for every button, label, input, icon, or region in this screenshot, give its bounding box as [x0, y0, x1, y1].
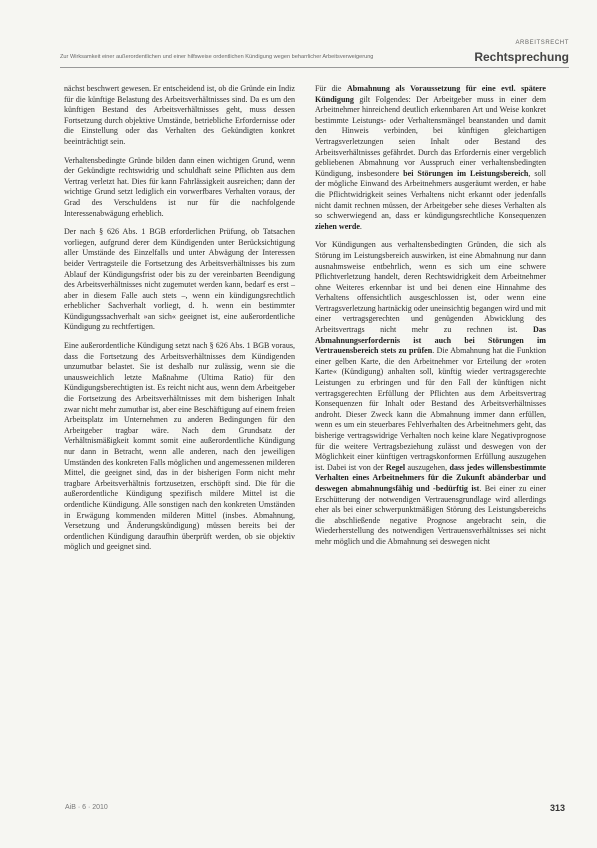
page-header [60, 50, 569, 64]
page-number: 313 [549, 803, 565, 813]
text-run: gilt Folgendes: Der Arbeitgeber muss in einer dem Arbeitnehmer hinreichend deutlich erkennbaren Art und Weise konkret bestimmte Leistungs- oder Verhaltensmängel beanstanden und damit den Hinweis verbinden, bei künftigen gleichartigen Vertragsverletzungen seien Inhalt oder Bestand des Arbeitsverhältnisses gefährdet. Durch das Erfordernis einer vergeblich gebliebenen Abmahnung vor Ausspruch einer verhaltensbedingten Kündigung, insbesondere [315, 94, 546, 178]
section-title: Rechtsprechung [474, 50, 569, 64]
bold-phrase: Regel [385, 462, 406, 472]
text-run: . Die Abmahnung hat die Funktion einer gelben Karte, die den Arbeitnehmer vor Erteilung der »roten Karte« (Kündigung) anhalten soll, künftig wieder vertragsgerechte Leistungen zu erbringen und für den Fall der künftigen nicht vertragsgerechten Erfüllung der Pflichten aus dem Arbeitsvertrag Konsequenzen für Inhalt oder Bestand des Arbeitsverhältnisses androht. Dieser Zweck kann die Abmahnung immer dann erfüllen, wenn es um ein steuerbares Fehlverhalten des Arbeitnehmers geht, das bisherige vertragswidrige Verhalten noch keine klare Negativprognose für die weitere Vertragsbeziehung zulässt und deswegen von der Möglichkeit einer künftigen vertragskonformen Erfüllung auszugehen ist. Dabei ist von der [315, 346, 546, 472]
paragraph [315, 240, 546, 547]
paragraph [64, 84, 295, 148]
bold-phrase: bei Störungen im Leistungsbereich [403, 168, 529, 178]
text-run: , soll der mögliche Einwand des Arbeitnehmers ausgeräumt werden, er habe die Pflichtwidrigkeit seines Verhaltens nicht erkannt oder jedenfalls nicht damit rechnen müssen, der Arbeitgeber sehe dieses Verhalten als so schwerwiegend an, dass er kündigungsrechtliche Konsequenzen [315, 168, 546, 221]
bold-phrase: Abmahnung als Voraussetzung für eine evtl. spätere Kündigung [315, 84, 546, 104]
journal-issue: AiB · 6 · 2010 [65, 804, 108, 811]
bold-phrase: dass jedes willensbestimmte Verhalten eines Arbeitnehmers für die Zukunft abänderbar und deswegen abmahnungsfähig und -bedürftig ist [315, 462, 546, 493]
text-run: Der nach § 626 Abs. 1 BGB erforderlichen Prüfung, ob Tatsachen vorliegen, aufgrund derer dem Kündigenden unter Berücksichtigung aller Umstände des Einzelfalls und unter Abwägung der Interessen beider Vertragsteile die Fortsetzung des Arbeitsverhältnisses bis zum Ablauf der Kündigungsfrist oder bis zu der vereinbarten Beendigung des Arbeitsverhältnisses nicht zugemutet werden kann, bedarf es erst – aber in diesem Falle auch stets –, wenn ein kündigungsrechtlich erheblicher Sachverhalt vorliegt, d. h. wenn ein bestimmter Kündigungssachverhalt »an sich« geeignet ist, eine außerordentliche Kündigung zu rechtfertigen. [64, 227, 295, 332]
text-run: auszugehen, [405, 462, 450, 472]
paragraph [64, 227, 295, 333]
bold-phrase: ziehen werde [315, 221, 360, 231]
paragraph [64, 341, 295, 553]
text-run: . Bei einer zu einer Erschütterung der notwendigen Vertrauensgrundlage wird allerdings eher als bei einer schwerpunktmäßigen Störung des Leistungsbereichs die abschließende negative Prognose angebracht sein, die Wiederherstellung des notwendigen Vertrauensverhältnisses sei nicht mehr möglich und die Abmahnung sei deswegen nicht [315, 483, 546, 546]
page-footer [60, 804, 569, 816]
bold-phrase: Das Abmahnungserfordernis ist auch bei Störungen im Vertrauensbereich stets zu prüfen [315, 325, 546, 356]
text-run: nächst beschwert gewesen. Er entscheidend ist, ob die Gründe ein Indiz für die künftige Belastung des Arbeitsverhältnisses sind. Da es um den künftigen Bestand des Arbeitsverhältnisses geht, muss dessen Fortsetzung durch objektive Umstände, betriebliche Erfordernisse oder die Einstellung oder das Verhalten des Gekündigten konkret beeinträchtigt sein. [64, 84, 295, 146]
paragraph [315, 84, 546, 232]
text-run: Eine außerordentliche Kündigung setzt nach § 626 Abs. 1 BGB voraus, dass die Fortsetzung des Arbeitsverhältnisses dem Kündigenden unzumutbar belastet. Sie ist deshalb nur zulässig, wenn sie die unausweichlich letzte Maßnahme (Ultima Ratio) für den Kündigungsberechtigten ist. Es reicht nicht aus, wenn dem Arbeitgeber die Fortsetzung des Arbeitsverhältnisses mit dem bisherigen Inhalt zwar nicht mehr zumutbar ist, aber eine Beschäftigung auf einem freien Arbeitsplatz im Unternehmen zu anderen Bedingungen für den Arbeitgeber tragbar wäre. Nach dem Grundsatz der Verhältnismäßigkeit kommt somit eine außerordentliche Kündigung nur dann in Betracht, wenn alle anderen, nach den jeweiligen Umständen des konkreten Falls möglichen und angemessenen milderen Mittel, die geeignet sind, das in der bisherigen Form nicht mehr tragbare Arbeitsverhältnis fortzusetzen, erschöpft sind. Die für die außerordentliche Kündigung spezifisch mildere Mittel ist die ordentliche Kündigung. Alle sonstigen nach den konkreten Umständen in Erwägung kommenden milderen Mittel (insbes. Abmahnung, Versetzung und Änderungskündigung) müssen bereits bei der ordentlichen Kündigung daraufhin überprüft werden, ob sie objektiv möglich und geeignet sind. [64, 341, 295, 552]
text-run: Vor Kündigungen aus verhaltensbedingten Gründen, die sich als Störung im Leistungsbereich auswirken, ist eine Abmahnung nur dann ausnahmsweise entbehrlich, wenn es sich um eine schwere Pflichtverletzung handelt, deren Rechtswidrigkeit dem Arbeitnehmer ohne Weiteres erkennbar ist und bei denen eine Hinnahme des Verhaltens offensichtlich ausgeschlossen ist, oder wenn eine Vertragsverletzung hartnäckig oder uneinsichtig begangen wird und mit einer vertragsgerechten und genügenden Abwicklung des Arbeitsvertrags nicht mehr zu rechnen ist. [315, 240, 546, 335]
right-text-column [315, 84, 546, 556]
section-tag: ARBEITSRECHT [515, 40, 569, 46]
text-run: . [359, 221, 362, 231]
header-divider [60, 67, 569, 68]
text-run: Für die [315, 84, 347, 93]
paragraph [64, 156, 295, 220]
running-head: Zur Wirksamkeit einer außerordentlichen und einer hilfsweise ordentlichen Kündigung wegen beharrlicher Arbeitsverweigerung [60, 54, 374, 60]
left-text-column [64, 84, 295, 561]
text-run: Verhaltensbedingte Gründe bilden dann einen wichtigen Grund, wenn der Gekündigte rechtswidrig und schuldhaft seine Pflichten aus dem Vertrag verletzt hat. Dies für kann Fahrlässigkeit ausreichen; dann der wichtige Grund setzt lediglich ein vorwerfbares Verhalten voraus, der Grad des Verschuldens ist nur für die nachfolgende Interessenabwägung erheblich. [64, 155, 295, 218]
